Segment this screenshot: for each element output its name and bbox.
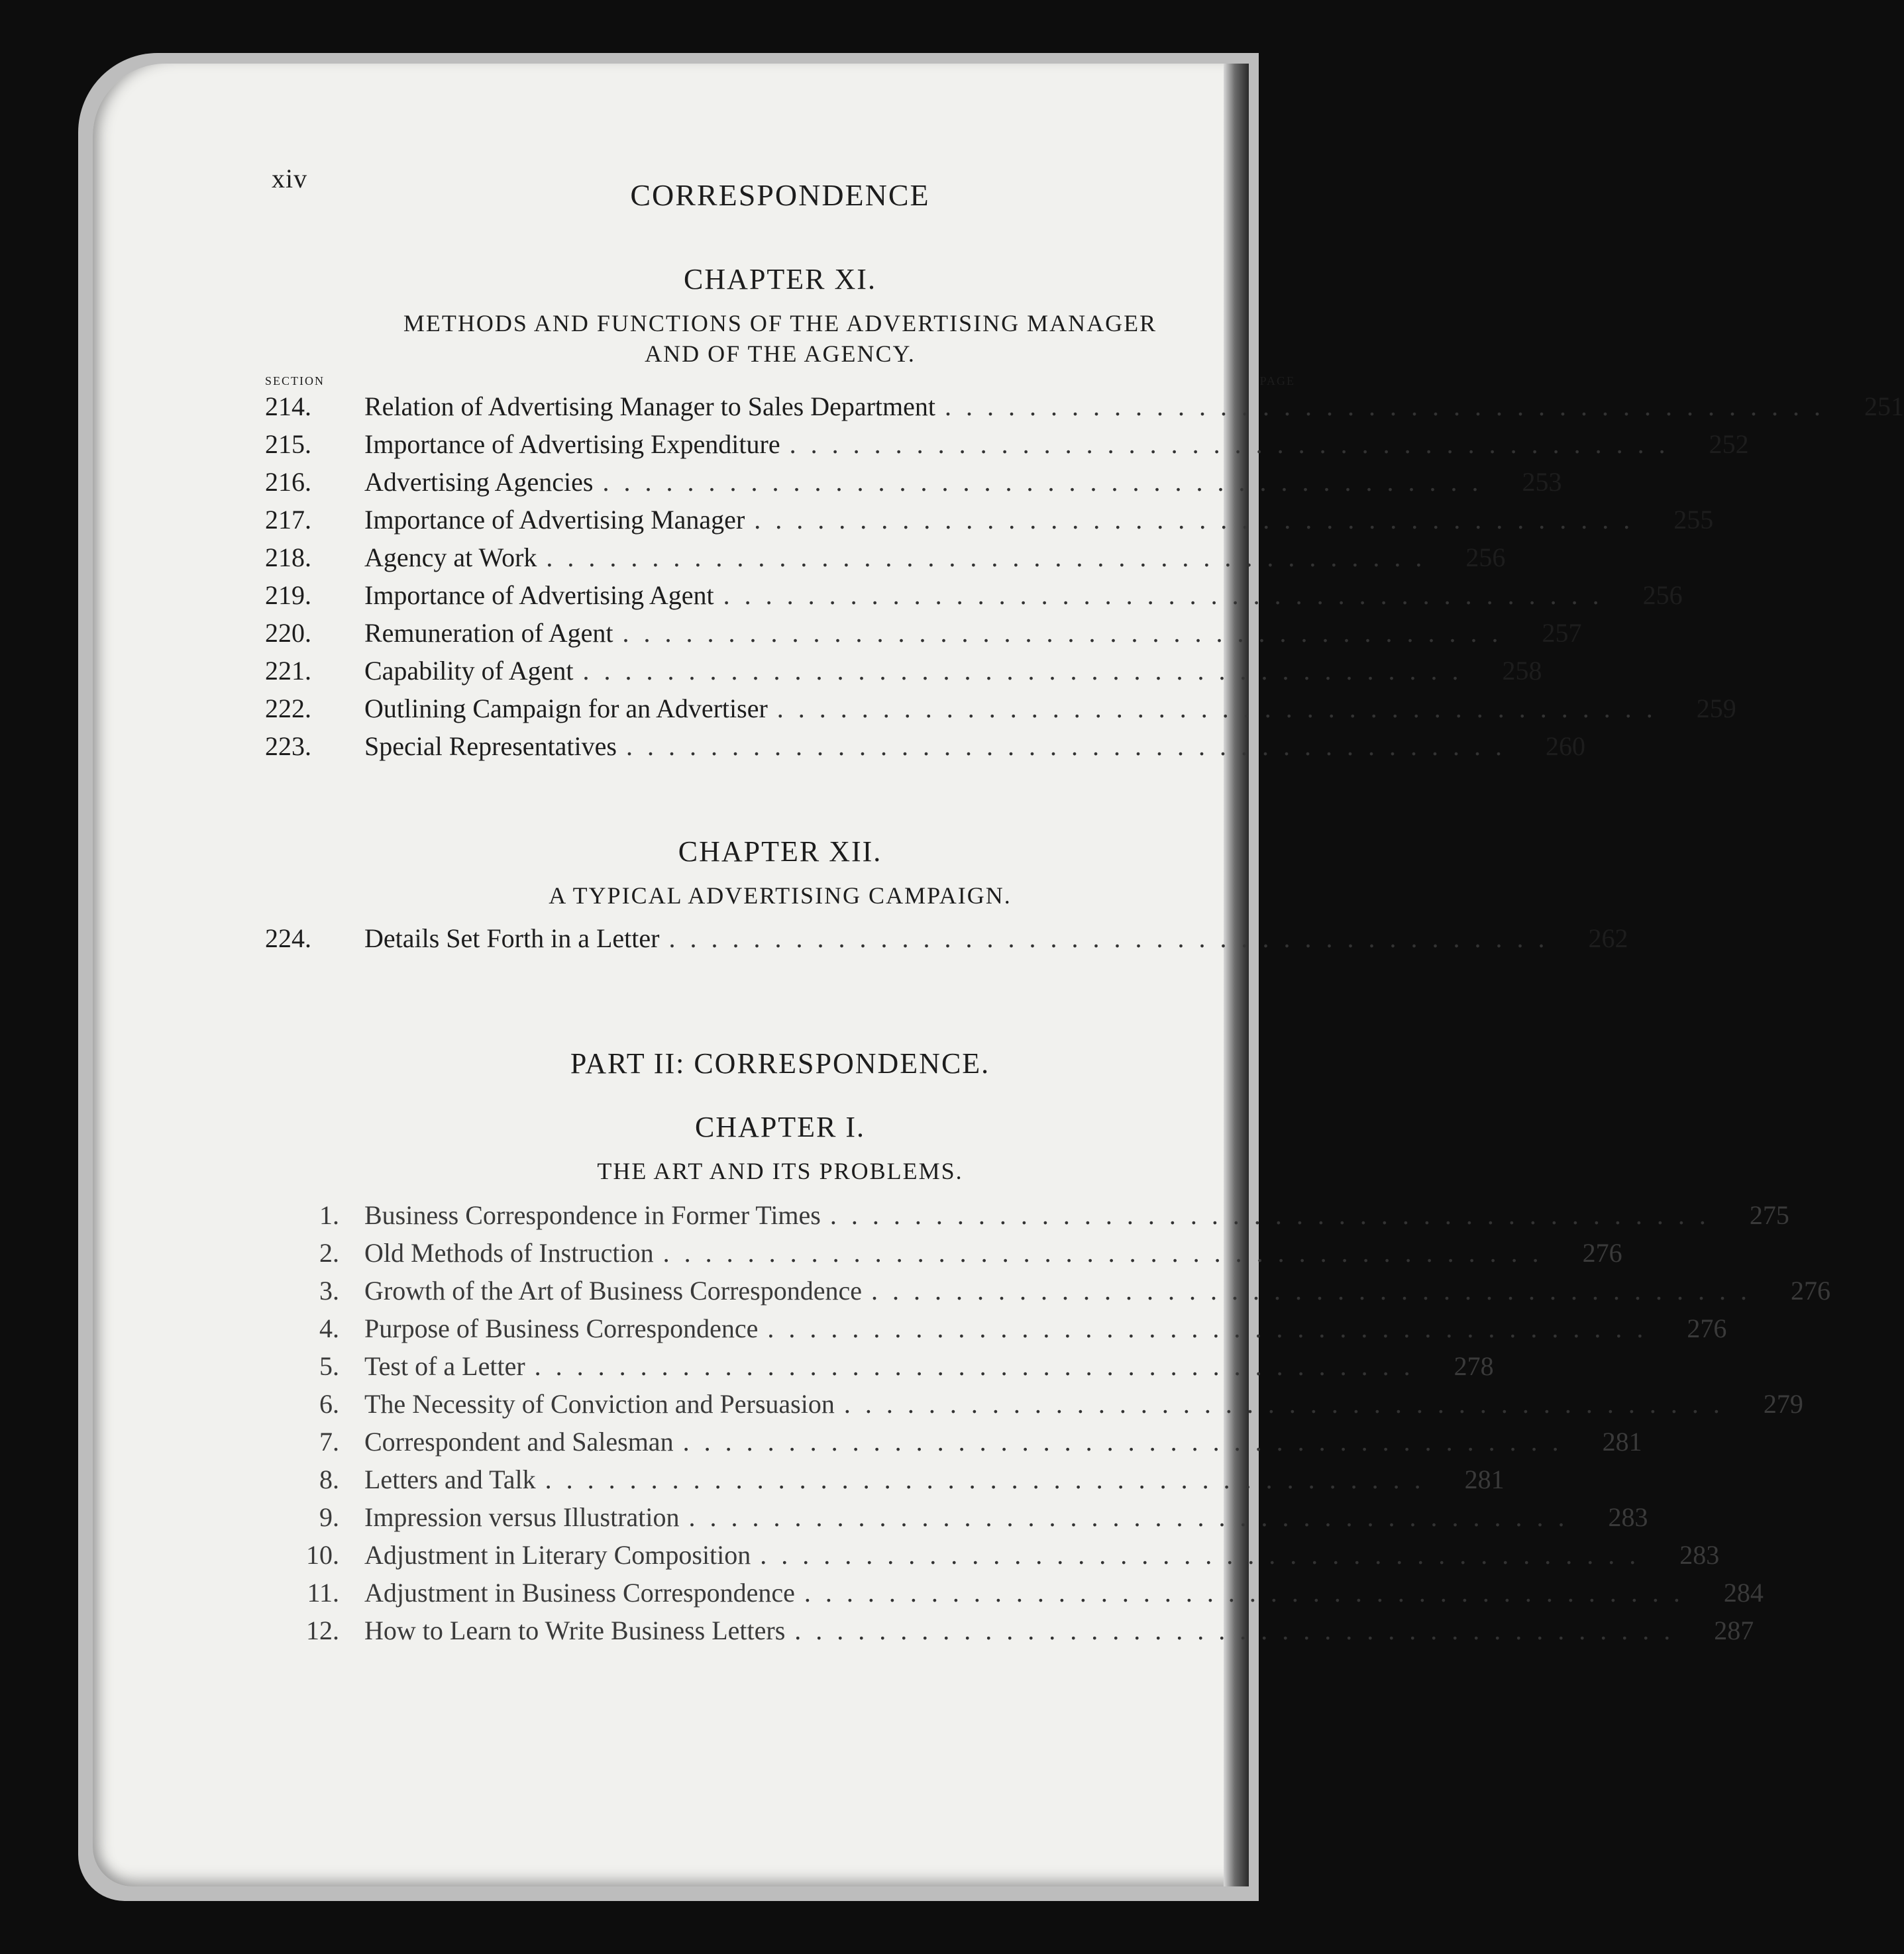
dot-leader: .......................................... bbox=[760, 1540, 1651, 1570]
entry-title: Details Set Forth in a Letter bbox=[364, 923, 660, 953]
dot-leader: .......................................... bbox=[602, 467, 1493, 497]
entry-title: How to Learn to Write Business Letters bbox=[364, 1616, 786, 1645]
dot-leader: .......................................... bbox=[829, 1200, 1720, 1230]
chapter-xi-heading: CHAPTER XI. bbox=[684, 263, 876, 295]
page-reference: 281 bbox=[1602, 1427, 1642, 1457]
entry-title: Adjustment in Business Correspondence bbox=[364, 1578, 795, 1608]
book-page bbox=[93, 64, 1904, 1886]
section-number: 223. bbox=[265, 731, 311, 761]
entry-title: Purpose of Business Correspondence bbox=[364, 1313, 759, 1343]
dot-leader: .......................................... bbox=[622, 618, 1513, 648]
toc-entry bbox=[265, 1313, 1727, 1351]
section-number: 217. bbox=[265, 505, 311, 535]
entry-title: Importance of Advertising Expenditure bbox=[364, 429, 780, 459]
toc-entry bbox=[265, 1426, 1642, 1464]
dot-leader: .......................................... bbox=[776, 694, 1667, 723]
chapter-xi-title bbox=[265, 308, 1295, 369]
dot-leader: .......................................... bbox=[662, 1238, 1554, 1268]
page-reference: 259 bbox=[1696, 694, 1736, 723]
chapter-xi-title-line1: METHODS AND FUNCTIONS OF THE ADVERTISING MANAGER bbox=[403, 310, 1157, 336]
toc-entry bbox=[265, 1464, 1505, 1502]
toc-entry bbox=[265, 1275, 1830, 1313]
page-reference: 275 bbox=[1749, 1200, 1789, 1230]
dot-leader: .......................................... bbox=[767, 1313, 1658, 1343]
running-head: CORRESPONDENCE bbox=[630, 178, 930, 212]
toc-entry bbox=[265, 1351, 1494, 1388]
toc-entry bbox=[265, 1615, 1754, 1653]
toc-entry bbox=[265, 429, 1749, 466]
toc-entry bbox=[265, 617, 1582, 655]
page-reference: 284 bbox=[1723, 1578, 1764, 1608]
toc-entry bbox=[265, 391, 1904, 429]
section-number: 10. bbox=[306, 1540, 339, 1570]
section-number: 4. bbox=[319, 1313, 339, 1343]
dot-leader: .......................................... bbox=[945, 391, 1836, 421]
section-number: 12. bbox=[306, 1616, 339, 1645]
dot-leader: .......................................... bbox=[625, 731, 1516, 761]
chapter-i-heading: CHAPTER I. bbox=[694, 1111, 866, 1143]
dot-leader: .......................................... bbox=[843, 1389, 1734, 1419]
page-reference: 260 bbox=[1545, 731, 1585, 761]
toc-entry bbox=[265, 1502, 1648, 1539]
dot-leader: .......................................... bbox=[534, 1351, 1425, 1381]
toc-entry bbox=[265, 923, 1628, 960]
entry-title: Business Correspondence in Former Times bbox=[364, 1200, 821, 1230]
toc-entry bbox=[265, 1539, 1720, 1577]
toc-entry bbox=[265, 731, 1585, 768]
page-reference: 257 bbox=[1542, 618, 1582, 648]
dot-leader: .......................................... bbox=[794, 1616, 1685, 1645]
entry-title: Importance of Advertising Manager bbox=[364, 505, 745, 535]
section-number: 218. bbox=[265, 542, 311, 572]
section-number: 9. bbox=[319, 1502, 339, 1532]
page-reference: 258 bbox=[1502, 656, 1542, 686]
page-reference: 276 bbox=[1687, 1313, 1727, 1343]
section-number: 3. bbox=[319, 1276, 339, 1306]
page-column-label: PAGE bbox=[1259, 374, 1295, 387]
entry-title: Advertising Agencies bbox=[364, 467, 594, 497]
chapter-xi-toc bbox=[265, 391, 1904, 768]
page-reference: 252 bbox=[1709, 429, 1749, 459]
section-number: 214. bbox=[265, 391, 311, 421]
page-number: xiv bbox=[272, 164, 308, 193]
toc-entry bbox=[265, 1237, 1622, 1275]
section-number: 215. bbox=[265, 429, 311, 459]
toc-entry bbox=[265, 1577, 1764, 1615]
page-reference: 278 bbox=[1454, 1351, 1494, 1381]
part-ii-heading: PART II: CORRESPONDENCE. bbox=[570, 1047, 990, 1080]
dot-leader: .......................................... bbox=[688, 1502, 1579, 1532]
section-number: 222. bbox=[265, 694, 311, 723]
entry-title: Remuneration of Agent bbox=[364, 618, 613, 648]
section-number: 1. bbox=[319, 1200, 339, 1230]
entry-title: Correspondent and Salesman bbox=[364, 1427, 674, 1457]
toc-entry bbox=[265, 1388, 1803, 1426]
dot-leader: .......................................... bbox=[871, 1276, 1762, 1306]
page-reference: 287 bbox=[1714, 1616, 1754, 1645]
entry-title: Special Representatives bbox=[364, 731, 617, 761]
section-number: 11. bbox=[307, 1578, 339, 1608]
entry-title: Old Methods of Instruction bbox=[364, 1238, 654, 1268]
page-reference: 276 bbox=[1790, 1276, 1830, 1306]
section-number: 219. bbox=[265, 580, 311, 610]
page-reference: 276 bbox=[1582, 1238, 1622, 1268]
entry-title: Letters and Talk bbox=[364, 1465, 536, 1494]
dot-leader: .......................................... bbox=[668, 923, 1560, 953]
dot-leader: .......................................... bbox=[545, 1465, 1436, 1494]
chapter-xii-heading: CHAPTER XII. bbox=[678, 835, 882, 868]
section-number: 2. bbox=[319, 1238, 339, 1268]
entry-title: The Necessity of Conviction and Persuasion bbox=[364, 1389, 835, 1419]
entry-title: Relation of Advertising Manager to Sales Department bbox=[364, 391, 936, 421]
toc-entry bbox=[265, 504, 1714, 542]
chapter-xii-title: A TYPICAL ADVERTISING CAMPAIGN. bbox=[549, 882, 1012, 909]
dot-leader: .......................................... bbox=[582, 656, 1473, 686]
chapter-i-title: THE ART AND ITS PROBLEMS. bbox=[597, 1158, 963, 1184]
section-number: 8. bbox=[319, 1465, 339, 1494]
page-reference: 251 bbox=[1864, 391, 1904, 421]
entry-title: Outlining Campaign for an Advertiser bbox=[364, 694, 768, 723]
toc-entry bbox=[265, 655, 1542, 693]
section-number: 5. bbox=[319, 1351, 339, 1381]
chapter-i-toc bbox=[265, 1200, 1830, 1653]
page-reference: 255 bbox=[1673, 505, 1714, 535]
page-reference: 281 bbox=[1464, 1465, 1505, 1494]
entry-title: Growth of the Art of Business Correspondence bbox=[364, 1276, 862, 1306]
page-reference: 262 bbox=[1588, 923, 1628, 953]
section-number: 224. bbox=[265, 923, 311, 953]
section-number: 220. bbox=[265, 618, 311, 648]
dot-leader: .......................................... bbox=[804, 1578, 1695, 1608]
column-labels bbox=[265, 374, 1295, 388]
page-reference: 256 bbox=[1642, 580, 1683, 610]
section-column-label: SECTION bbox=[265, 374, 325, 387]
dot-leader: .......................................... bbox=[754, 505, 1645, 535]
dot-leader: .......................................... bbox=[682, 1427, 1573, 1457]
entry-title: Impression versus Illustration bbox=[364, 1502, 680, 1532]
page-reference: 256 bbox=[1465, 542, 1506, 572]
toc-entry bbox=[265, 466, 1562, 504]
page-header bbox=[265, 163, 1295, 223]
dot-leader: .......................................... bbox=[723, 580, 1614, 610]
page-reference: 283 bbox=[1608, 1502, 1648, 1532]
toc-entry bbox=[265, 1200, 1789, 1237]
entry-title: Agency at Work bbox=[364, 542, 537, 572]
chapter-xii-toc bbox=[265, 923, 1628, 960]
chapter-xi-title-line2: AND OF THE AGENCY. bbox=[645, 340, 916, 367]
toc-entry bbox=[265, 580, 1683, 617]
section-number: 221. bbox=[265, 656, 311, 686]
page-reference: 253 bbox=[1522, 467, 1562, 497]
entry-title: Adjustment in Literary Composition bbox=[364, 1540, 751, 1570]
entry-title: Importance of Advertising Agent bbox=[364, 580, 714, 610]
page-content bbox=[265, 163, 1904, 1653]
section-number: 216. bbox=[265, 467, 311, 497]
section-number: 7. bbox=[319, 1427, 339, 1457]
section-number: 6. bbox=[319, 1389, 339, 1419]
toc-entry bbox=[265, 693, 1736, 731]
toc-entry bbox=[265, 542, 1506, 580]
entry-title: Test of a Letter bbox=[364, 1351, 525, 1381]
page-reference: 279 bbox=[1763, 1389, 1803, 1419]
dot-leader: .......................................... bbox=[789, 429, 1680, 459]
page-reference: 283 bbox=[1679, 1540, 1720, 1570]
entry-title: Capability of Agent bbox=[364, 656, 574, 686]
dot-leader: .......................................... bbox=[546, 542, 1437, 572]
